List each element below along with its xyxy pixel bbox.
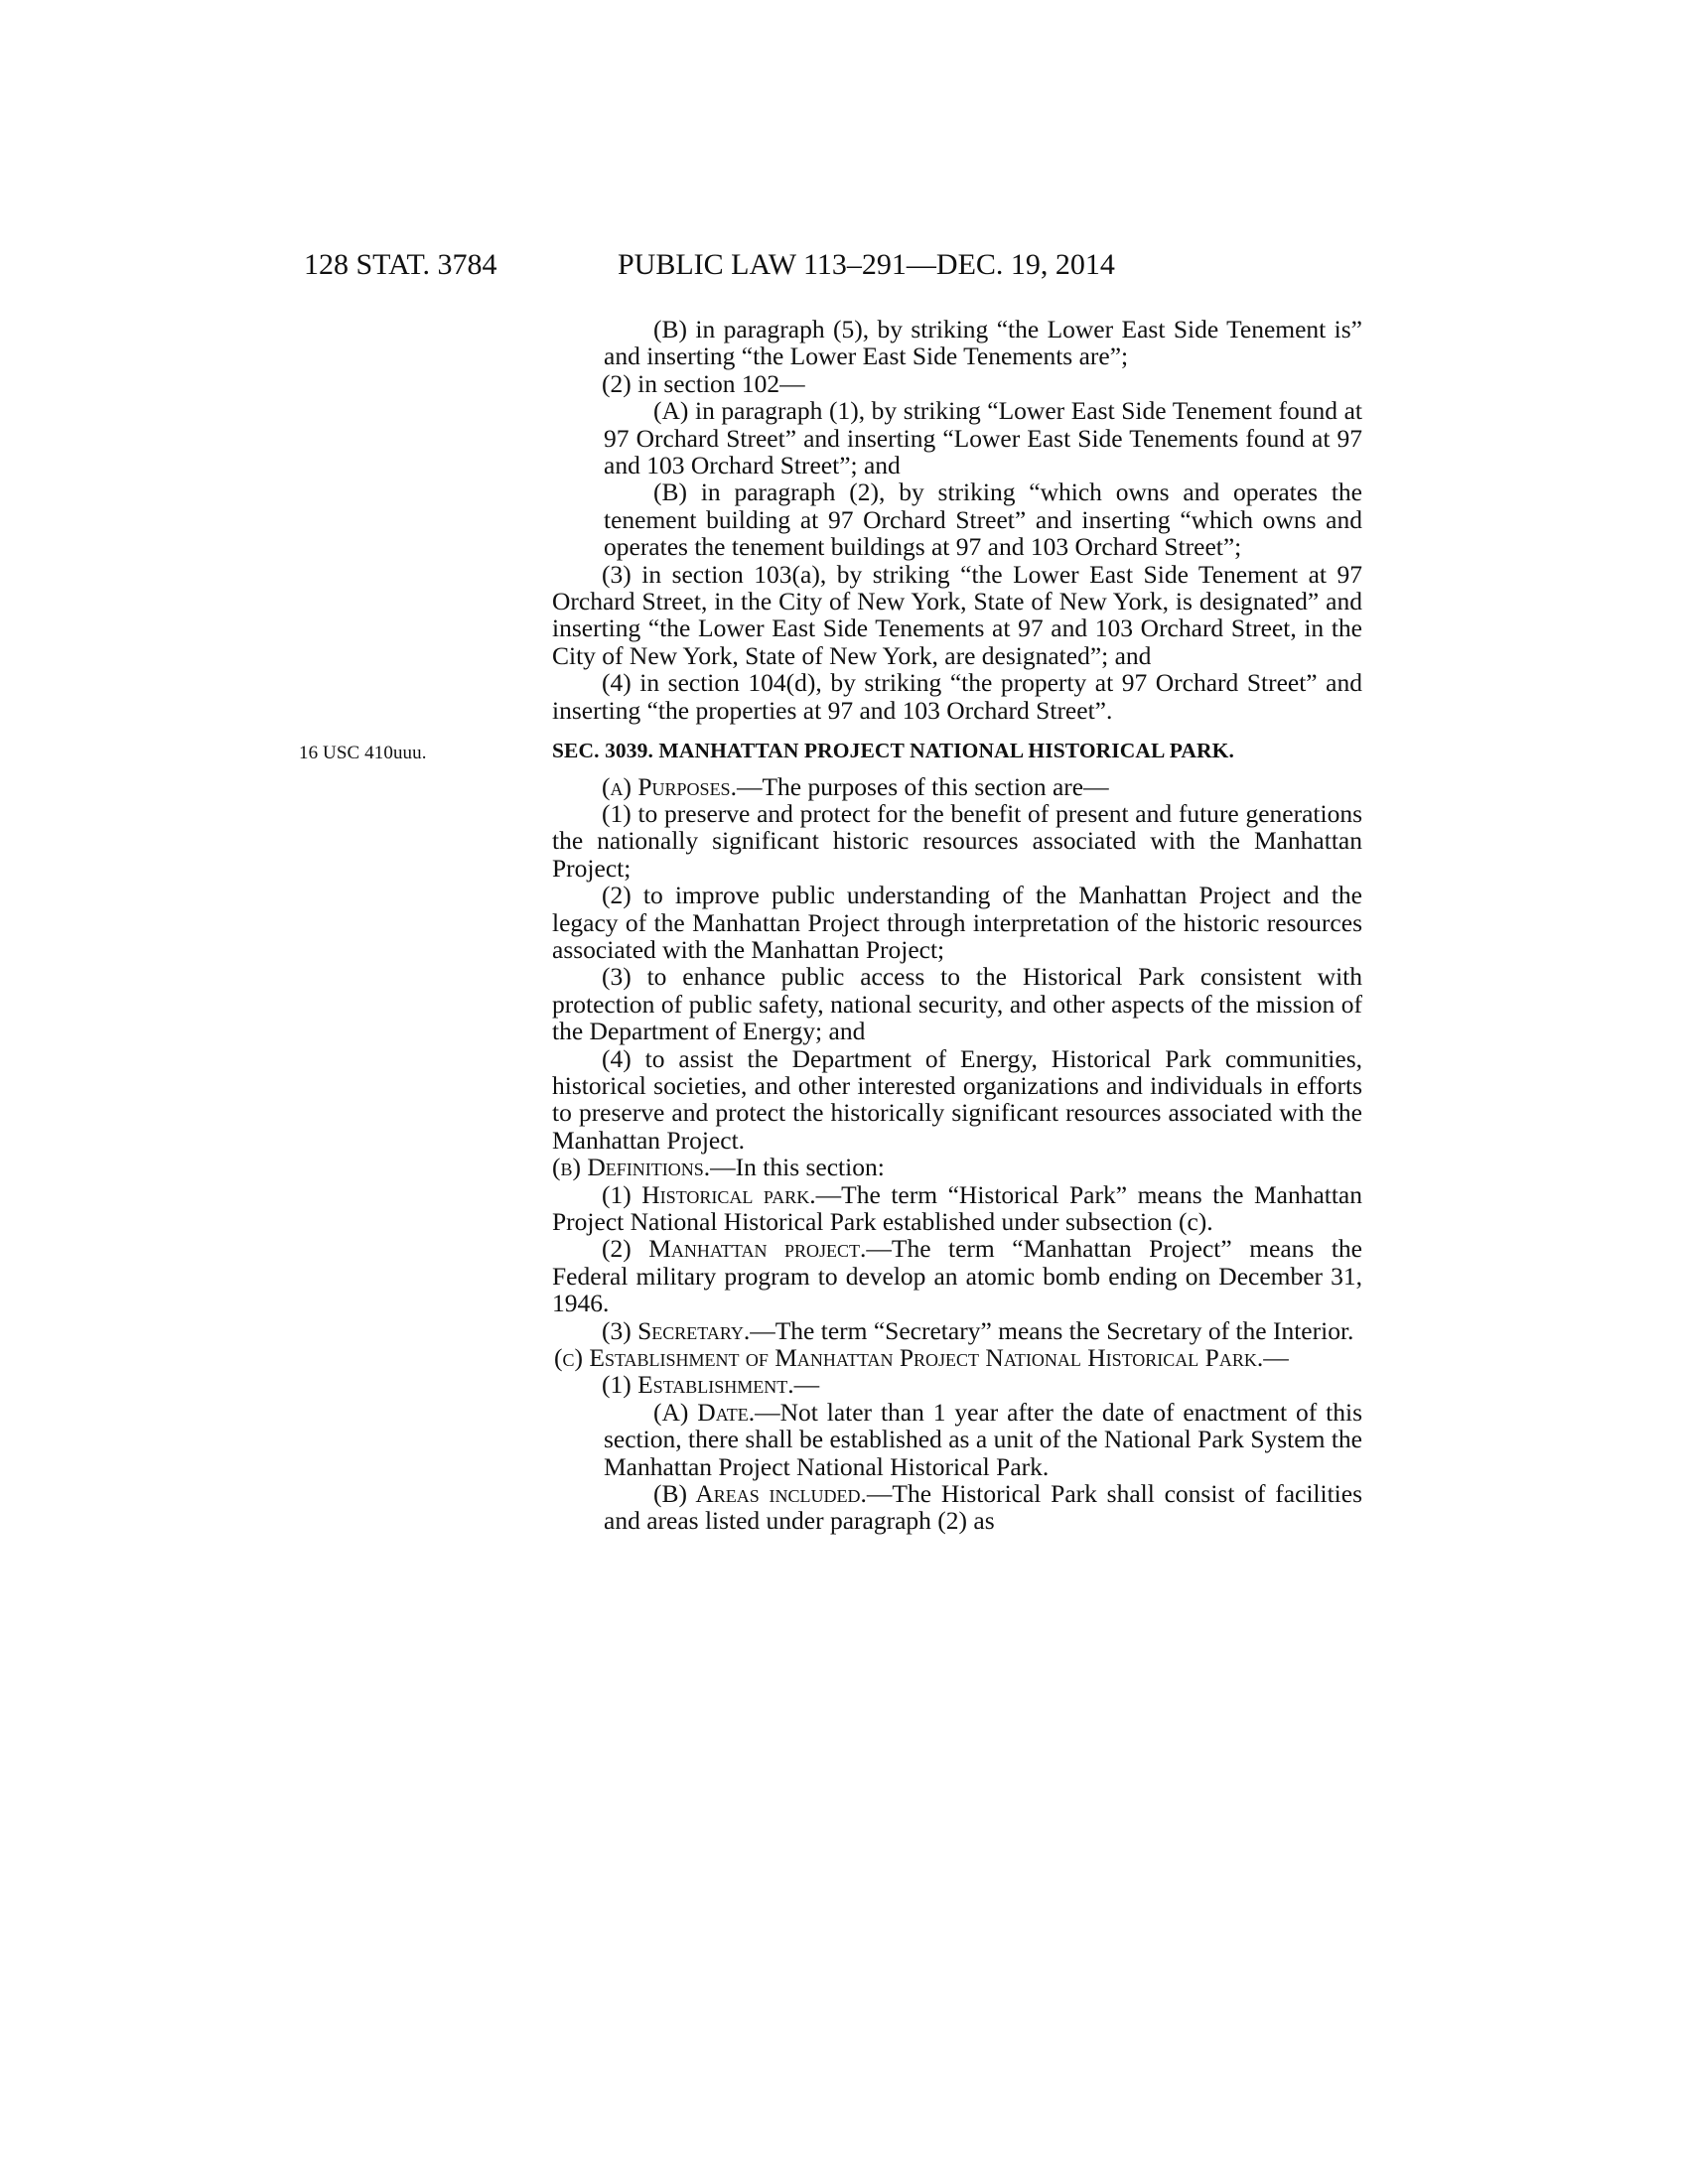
subsection-heading: (a) Purposes. bbox=[602, 771, 737, 801]
definition-text: —The term “Manhattan Project” means the Federal military program to develop an atomic bomb ending on December 31, 1946. bbox=[552, 1234, 1362, 1318]
subsection-c bbox=[552, 1344, 1362, 1371]
subsection-b bbox=[552, 1154, 1362, 1180]
purpose-item: (3) to enhance public access to the Historical Park consistent with protection of public safety, national security, and other aspects of the mission of the Department of Energy; and bbox=[552, 962, 1362, 1046]
paragraph-heading bbox=[552, 1371, 1362, 1398]
subparagraph-text: —The Historical Park shall consist of facilities and areas listed under paragraph (2) as bbox=[604, 1479, 1362, 1536]
amendment-paragraph: (B) in paragraph (2), by striking “which owns and operates the tenement building at 97 Orchard Street” and inserting “which owns and operates the tenement buildings at 97 and 103 Orchard Street”; bbox=[604, 478, 1362, 562]
purpose-item: (1) to preserve and protect for the benefit of present and future generations the nationally significant historic resources associated with the Manhattan Project; bbox=[552, 798, 1362, 883]
establishment-item bbox=[552, 1399, 1362, 1480]
establishment-item bbox=[552, 1480, 1362, 1535]
section-heading bbox=[299, 738, 1362, 764]
amendment-paragraph: (4) in section 104(d), by striking “the property at 97 Orchard Street” and inserting “the properties at 97 and 103 Orchard Street”. bbox=[552, 668, 1362, 725]
subparagraph-text: —Not later than 1 year after the date of enactment of this section, there shall be established as a unit of the National Park System the Manhattan Project National Historical Park. bbox=[604, 1397, 1363, 1481]
subparagraph-term: (B) Areas included. bbox=[653, 1479, 867, 1509]
definition-term: (3) Secretary. bbox=[602, 1315, 751, 1345]
definition-text: —The term “Historical Park” means the Manhattan Project National Historical Park established under subsection (c). bbox=[552, 1179, 1363, 1236]
definition-item bbox=[552, 1235, 1362, 1316]
document-body bbox=[299, 315, 1363, 1536]
section-heading-text: SEC. 3039. MANHATTAN PROJECT NATIONAL HISTORICAL PARK. bbox=[552, 739, 1234, 763]
definition-term: (2) Manhattan project. bbox=[602, 1234, 867, 1264]
definition-item bbox=[552, 1317, 1362, 1344]
subsection-intro: —In this section: bbox=[710, 1153, 885, 1182]
page-header bbox=[0, 248, 1688, 288]
subsection-intro: —The purposes of this section are— bbox=[736, 771, 1109, 801]
purpose-item: (4) to assist the Department of Energy, Historical Park communities, historical societies, and other interested organizations and individuals in efforts to preserve and protect the historically significant resources associated with the Manhattan Project. bbox=[552, 1043, 1362, 1155]
subsection-a bbox=[552, 773, 1362, 800]
amendment-paragraph: (3) in section 103(a), by striking “the Lower East Side Tenement at 97 Orchard Street, in the City of New York, State of New York, is designated” and inserting “the Lower East Side Tenements at 97 and 103 Orchard Street, in the City of New York, State of New York, are designated”; and bbox=[552, 559, 1362, 670]
definition-text: —The term “Secretary” means the Secretary of the Interior. bbox=[750, 1315, 1354, 1345]
subsection-dash: — bbox=[1263, 1343, 1289, 1373]
amendment-paragraph: (A) in paragraph (1), by striking “Lower East Side Tenement found at 97 Orchard Street” and inserting “Lower East Side Tenements found at 97 and 103 Orchard Street”; and bbox=[604, 396, 1362, 480]
public-law-title: PUBLIC LAW 113–291—DEC. 19, 2014 bbox=[618, 248, 1115, 281]
subsection-heading: (b) Definitions. bbox=[552, 1153, 711, 1182]
definition-term: (1) Historical park. bbox=[602, 1179, 816, 1209]
usc-margin-note: 16 USC 410uuu. bbox=[299, 743, 427, 764]
purpose-item: (2) to improve public understanding of the Manhattan Project and the legacy of the Manhattan Project through interpretation of the historic resources associated with the Manhattan Project; bbox=[552, 881, 1362, 964]
paragraph-heading-text: (1) Establishment. bbox=[602, 1370, 794, 1400]
amendment-paragraph: (2) in section 102— bbox=[602, 368, 805, 398]
paragraph-dash: — bbox=[793, 1370, 820, 1400]
amendment-paragraph: (B) in paragraph (5), by striking “the Lower East Side Tenement is” and inserting “the Lower East Side Tenements are”; bbox=[604, 315, 1362, 371]
subsection-heading: (c) Establishment of Manhattan Project National Historical Park. bbox=[554, 1343, 1264, 1373]
definition-item bbox=[552, 1181, 1362, 1236]
statute-page-reference: 128 STAT. 3784 bbox=[304, 248, 497, 281]
subparagraph-term: (A) Date. bbox=[653, 1397, 756, 1427]
